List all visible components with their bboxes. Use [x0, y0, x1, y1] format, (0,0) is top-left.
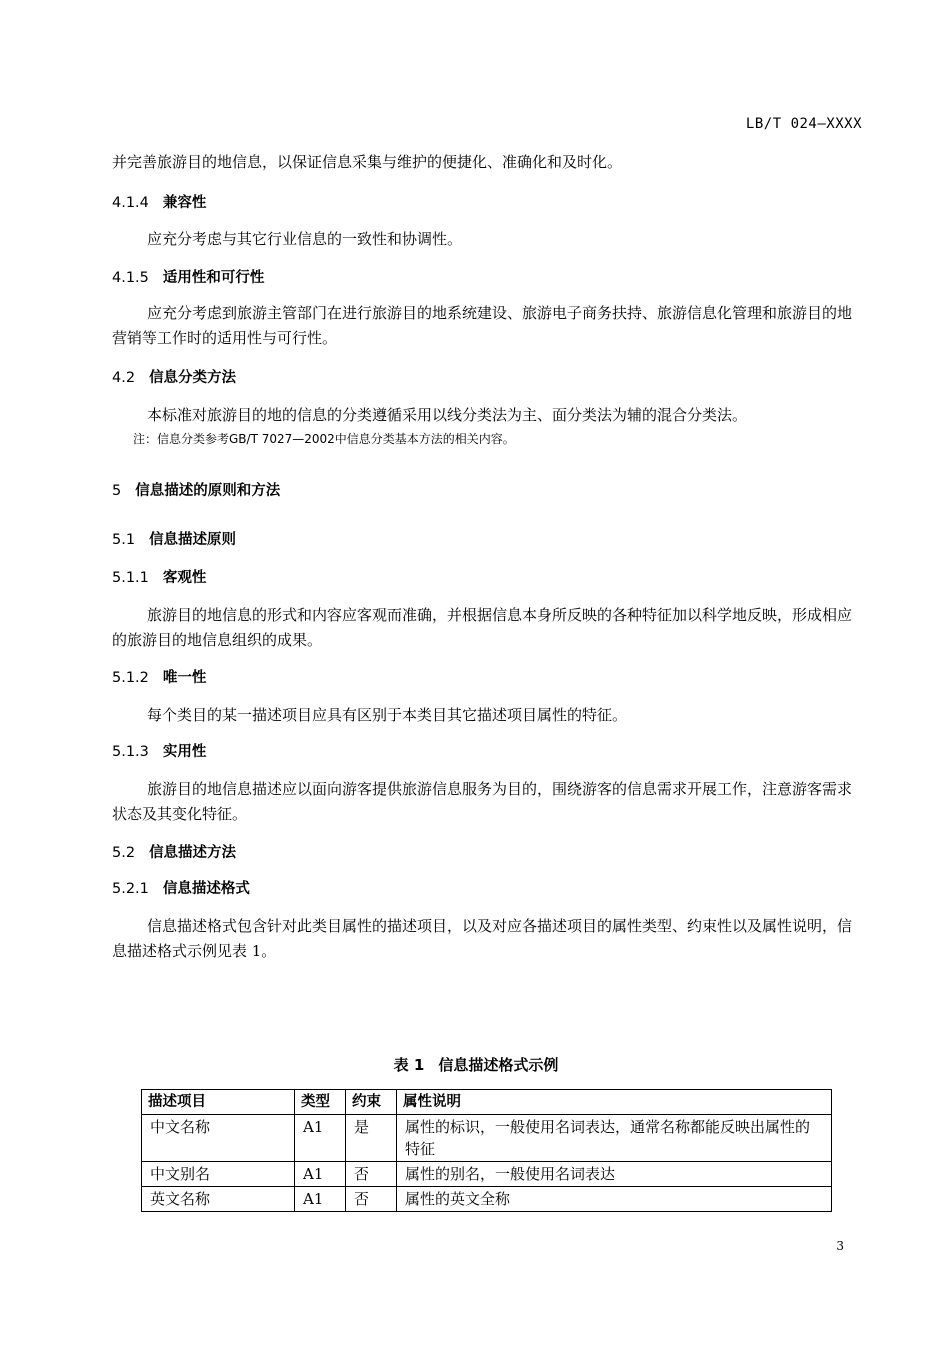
table-number: 表 1 — [393, 1056, 425, 1074]
heading-5-1-1 — [112, 568, 206, 588]
heading-4-1-5 — [112, 268, 264, 288]
heading-number: 5.1.2 — [112, 670, 149, 686]
paragraph-5-2-1: 信息描述格式包含针对此类目属性的描述项目，以及对应各描述项目的属性类型、约束性以及属性说明，信息描述格式示例见表 1。 — [112, 917, 853, 960]
heading-title: 信息描述的原则和方法 — [135, 483, 281, 499]
heading-5-2-1 — [112, 879, 250, 899]
header-constraint: 约束 — [346, 1090, 397, 1115]
cell-description: 属性的标识，一般使用名词表达，通常名称都能反映出属性的特征 — [397, 1115, 832, 1162]
heading-5-1-3 — [112, 742, 206, 762]
heading-title: 信息描述原则 — [149, 532, 237, 548]
header-type: 类型 — [295, 1090, 346, 1115]
page-number: 3 — [836, 1239, 844, 1253]
header-item: 描述项目 — [142, 1090, 295, 1115]
paragraph-continuation: 并完善旅游目的地信息，以保证信息采集与维护的便捷化、准确化和及时化。 — [112, 153, 623, 171]
heading-title: 适用性和可行性 — [162, 270, 265, 286]
heading-title: 兼容性 — [162, 195, 207, 211]
table-header-row — [142, 1090, 832, 1115]
heading-5-1-2 — [112, 668, 206, 688]
table-caption — [0, 1054, 952, 1075]
cell-description: 属性的别名，一般使用名词表达 — [397, 1162, 832, 1187]
heading-title: 客观性 — [162, 570, 207, 586]
paragraph-5-1-2: 每个类目的某一描述项目应具有区别于本类目其它描述项目属性的特征。 — [147, 706, 628, 724]
heading-4-1-4 — [112, 193, 206, 213]
heading-number: 5.1 — [112, 532, 136, 548]
heading-title: 唯一性 — [162, 670, 207, 686]
paragraph-4-1-5: 应充分考虑到旅游主管部门在进行旅游目的地系统建设、旅游电子商务扶持、旅游信息化管理和旅游目的地营销等工作时的适用性与可行性。 — [112, 304, 853, 347]
cell-item: 中文名称 — [142, 1115, 295, 1162]
document-code: LB/T 024—XXXX — [745, 116, 862, 132]
cell-type: A1 — [295, 1162, 346, 1187]
heading-number: 5.1.1 — [112, 570, 149, 586]
heading-4-2 — [112, 368, 236, 388]
heading-number: 5.1.3 — [112, 744, 149, 760]
heading-title: 信息描述格式 — [162, 881, 250, 897]
cell-constraint: 否 — [346, 1162, 397, 1187]
note-4-2: 注：信息分类参考GB/T 7027—2002中信息分类基本方法的相关内容。 — [133, 432, 515, 446]
table-title: 信息描述格式示例 — [438, 1056, 559, 1074]
paragraph-5-1-1: 旅游目的地信息的形式和内容应客观而准确，并根据信息本身所反映的各种特征加以科学地反映，形成相应的旅游目的地信息组织的成果。 — [112, 606, 853, 649]
cell-description: 属性的英文全称 — [397, 1187, 832, 1212]
cell-constraint: 是 — [346, 1115, 397, 1162]
heading-title: 信息描述方法 — [149, 845, 237, 861]
heading-5-2 — [112, 843, 236, 863]
heading-title: 实用性 — [162, 744, 207, 760]
cell-type: A1 — [295, 1115, 346, 1162]
table-row — [142, 1162, 832, 1187]
heading-title: 信息分类方法 — [149, 370, 237, 386]
heading-number: 4.1.5 — [112, 270, 149, 286]
heading-number: 5.2 — [112, 845, 136, 861]
paragraph-4-2: 本标准对旅游目的地的信息的分类遵循采用以线分类法为主、面分类法为辅的混合分类法。 — [147, 406, 748, 424]
paragraph-4-1-4: 应充分考虑与其它行业信息的一致性和协调性。 — [147, 230, 463, 248]
cell-item: 中文别名 — [142, 1162, 295, 1187]
heading-number: 5.2.1 — [112, 881, 149, 897]
header-description: 属性说明 — [397, 1090, 832, 1115]
heading-5 — [112, 481, 280, 501]
cell-constraint: 否 — [346, 1187, 397, 1212]
heading-5-1 — [112, 530, 236, 550]
heading-number: 4.1.4 — [112, 195, 149, 211]
cell-type: A1 — [295, 1187, 346, 1212]
cell-item: 英文名称 — [142, 1187, 295, 1212]
table-row — [142, 1115, 832, 1162]
info-format-table — [141, 1089, 832, 1212]
paragraph-5-1-3: 旅游目的地信息描述应以面向游客提供旅游信息服务为目的，围绕游客的信息需求开展工作，注意游客需求状态及其变化特征。 — [112, 780, 853, 823]
table-row — [142, 1187, 832, 1212]
heading-number: 5 — [112, 483, 122, 499]
heading-number: 4.2 — [112, 370, 136, 386]
